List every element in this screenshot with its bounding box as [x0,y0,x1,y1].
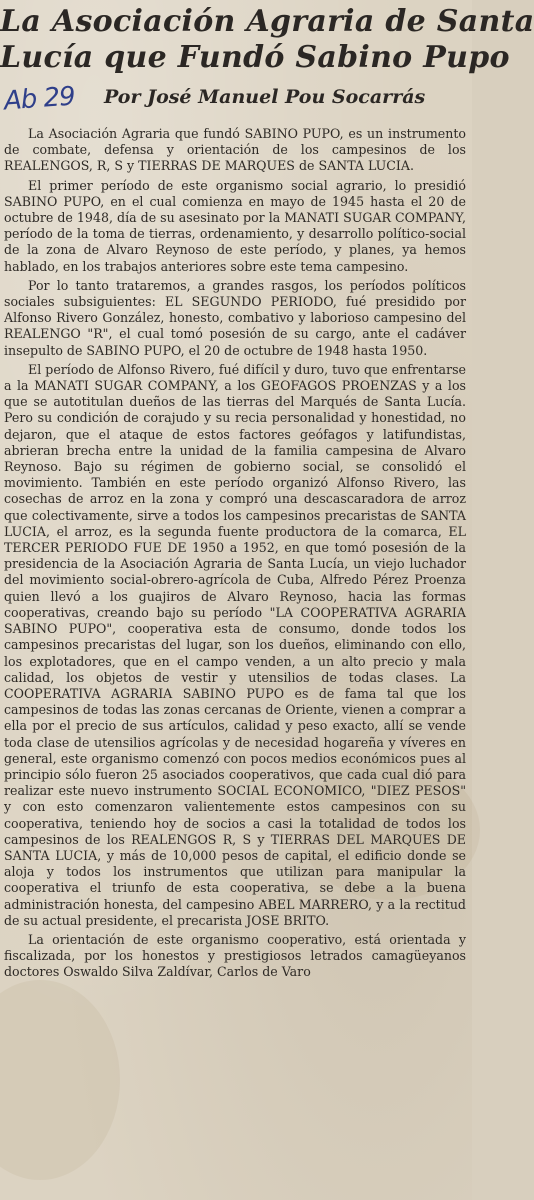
paragraph-5: La orientación de este organismo cooperativo, está orientada y fiscalizada, por los honestos y prestigiosos letrados camagüeyanos doctores Oswaldo Silva Zaldívar, Carlos de Varo [4,931,466,980]
headline-line-2: Lucía que Fundó Sabino Pupo [0,40,510,75]
paragraph-2: El primer período de este organismo social agrario, lo presidió SABINO PUPO, en el cual comienza en mayo de 1945 hasta el 20 de octubre de 1948, día de su asesinato por la MANATI SUGAR COMPANY, período de la toma de tierras, ordenamiento, y desarrollo político-social de la zona de Alvaro Reynoso de este período, y planes, ya hemos hablado, en los trabajos anteriores sobre este tema campesino. [4,177,466,274]
paragraph-1: La Asociación Agraria que fundó SABINO PUPO, es un instrumento de combate, defensa y orientación de los campesinos de los REALENGOS, R, S y TIERRAS DE MARQUES de SANTA LUCIA. [4,126,466,174]
byline-row [0,82,472,122]
handwritten-note: Ab 29 [3,81,76,117]
article-body [4,126,466,984]
paragraph-4: El período de Alfonso Rivero, fué difícil y duro, tuvo que enfrentarse a la MANATI SUGAR COMPANY, a los GEOFAGOS PROENZAS y a los que se autotitulan dueños de las tierras del Marqués de Santa Lucía. Pero su condición de corajudo y su recia personalidad y honestidad, no dejaron, que el ataque de estos factores geófagos y latifundistas, abrieran brecha entre la unidad de la familia campesina de Alvaro Reynoso. Bajo su régimen de gobierno social, se consolidó el movimiento. También en este período organizó Alfonso Rivero, las cosechas de arroz en la zona y compró una descascaradora de arroz que colectivamente, sirve a todos los campesinos precaristas de SANTA LUCIA, el arroz, es la segunda fuente productora de la comarca, EL TERCER PERIODO FUE DE 1950 a 1952, en que tomó posesión de la presidencia de la Asociación Agraria de Santa Lucía, un viejo luchador del movimiento social-obrero-agrícola de Cuba, Alfredo Pérez Proenza quien llevó a los guajiros de Alvaro Reynoso, hacia las formas cooperativas, creando bajo su período "LA COOPERATIVA AGRARIA SABINO PUPO", cooperativa esta de consumo, donde todos los campesinos precaristas del lugar, son los dueños, eliminando con ello, los explotadores, que en el campo venden, a un alto precio y mala calidad, los objetos de vestir y utensilios de todas clases. La COOPERATIVA AGRARIA SABINO PUPO es de fama tal que los campesinos de todas las zonas cercanas de Oriente, vienen a comprar a ella por el precio de sus artículos, calidad y peso exacto, allí se vende toda clase de utensilios agrícolas y de necesidad hogareña y víveres en general, este organismo comenzó con pocos medios económicos pues al principio sólo fueron 25 asociados cooperativos, que cada cual dió para realizar este nuevo instrumento SOCIAL ECONOMICO, "DIEZ PESOS" y con esto comenzaron valientemente estos campesinos con su cooperativa, teniendo hoy de socios a casi la totalidad de todos los campesinos de los REALENGOS R, S y TIERRAS DEL MARQUES DE SANTA LUCIA, y más de 10,000 pesos de capital, el edificio donde se aloja y todos los instrumentos que utilizan para manipular la cooperativa el triunfo de esta cooperativa, se debe a la buena administración honesta, del campesino ABEL MARRERO, y a la rectitud de su actual presidente, el precarista JOSE BRITO. [4,361,466,928]
article-byline: Por José Manuel Pou Socarrás [104,86,426,108]
paragraph-3: Por lo tanto trataremos, a grandes rasgos, los períodos políticos sociales subsiguientes: EL SEGUNDO PERIODO, fué presidido por Alfonso Rivero González, honesto, combativo y laborioso campesino del REALENGO "R", el cual tomó posesión de su cargo, ante el cadáver insepulto de SABINO PUPO, el 20 de octubre de 1948 hasta 1950. [4,277,466,358]
paper-stain [0,980,120,1180]
headline-line-1: La Asociación Agraria de Santa [0,4,534,39]
article-headline [0,0,534,76]
